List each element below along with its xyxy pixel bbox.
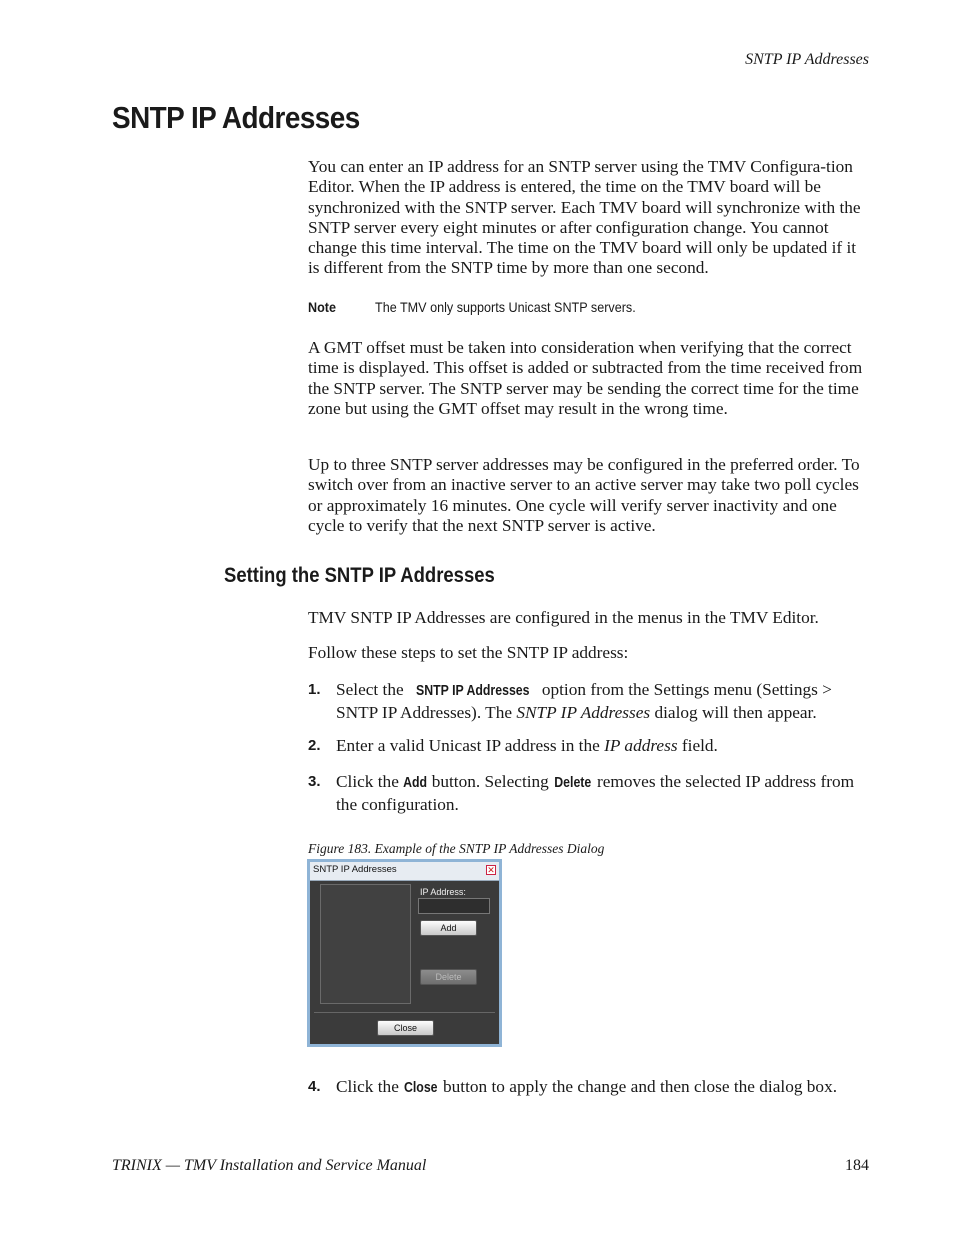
dialog-titlebar [310, 862, 499, 881]
page-title: SNTP IP Addresses [112, 100, 360, 135]
page-number: 184 [845, 1157, 869, 1174]
note-text: The TMV only supports Unicast SNTP servers. [375, 299, 636, 315]
step-1: 1. Select the SNTP IP Addresses option from the Settings menu (Settings > SNTP IP Addresses). The SNTP IP Addresses dialog will then appear. [308, 680, 832, 722]
footer-title: TRINIX — TMV Installation and Service Manual [112, 1157, 427, 1174]
step-number: 3. [308, 773, 321, 790]
step-number: 1. [308, 681, 321, 698]
gmt-paragraph: A GMT offset must be taken into consideration when verifying that the correct time is displayed. This offset is added or subtracted from the time received from the SNTP server. The SNTP server may be sending the correct time for the time zone but using the GMT offset may result in the wrong time. [308, 338, 863, 418]
menus-paragraph: TMV SNTP IP Addresses are configured in the menus in the TMV Editor. [308, 608, 819, 627]
note [308, 299, 665, 315]
ip-address-label: IP Address: [420, 887, 466, 897]
note-label: Note [308, 299, 337, 315]
add-keyword: Add [403, 775, 428, 791]
step-4: 4. Click the Close button to apply the change and then close the dialog box. [308, 1076, 870, 1099]
sntp-dialog [307, 859, 502, 1047]
close-icon[interactable]: ✕ [487, 866, 495, 876]
add-button[interactable]: Add [420, 920, 477, 936]
running-head: SNTP IP Addresses [745, 51, 869, 68]
ip-address-list[interactable] [320, 884, 411, 1004]
close-keyword: Close [404, 1080, 438, 1096]
delete-keyword: Delete [554, 775, 592, 791]
delete-button[interactable]: Delete [420, 969, 477, 985]
step-2: 2. Enter a valid Unicast IP address in the IP address field. [308, 736, 718, 755]
follow-paragraph: Follow these steps to set the SNTP IP address: [308, 643, 629, 662]
dialog-name: SNTP IP Addresses [516, 703, 651, 722]
section-heading: Setting the SNTP IP Addresses [224, 564, 495, 587]
menu-option-keyword: SNTP IP Addresses [415, 683, 530, 699]
step-number: 4. [308, 1078, 321, 1095]
dialog-divider [314, 1012, 495, 1013]
field-name: IP address [604, 736, 678, 755]
ip-address-input[interactable] [418, 898, 490, 914]
step-3: 3. Click the Add button. Selecting Delete removes the selected IP address from the configuration. [308, 772, 855, 814]
figure-caption: Figure 183. Example of the SNTP IP Addresses Dialog [308, 841, 605, 856]
servers-paragraph: Up to three SNTP server addresses may be configured in the preferred order. To switch over from an inactive server to an active server may take two poll cycles or approximately 16 minutes. One cycle will verify server inactivity and one cycle to verify that the next SNTP server is active. [308, 455, 860, 535]
close-button[interactable]: Close [377, 1020, 434, 1036]
dialog-title: SNTP IP Addresses [313, 864, 397, 875]
intro-paragraph: You can enter an IP address for an SNTP server using the TMV Configura-tion Editor. When the IP address is entered, the time on the TMV board will be synchronized with the SNTP server. Each TMV board will synchronize with the SNTP server every eight minutes or after configuration change. You cannot change this time interval. The time on the TMV board will only be updated if it is different from the SNTP time by more than one second. [308, 157, 861, 278]
step-number: 2. [308, 737, 321, 754]
